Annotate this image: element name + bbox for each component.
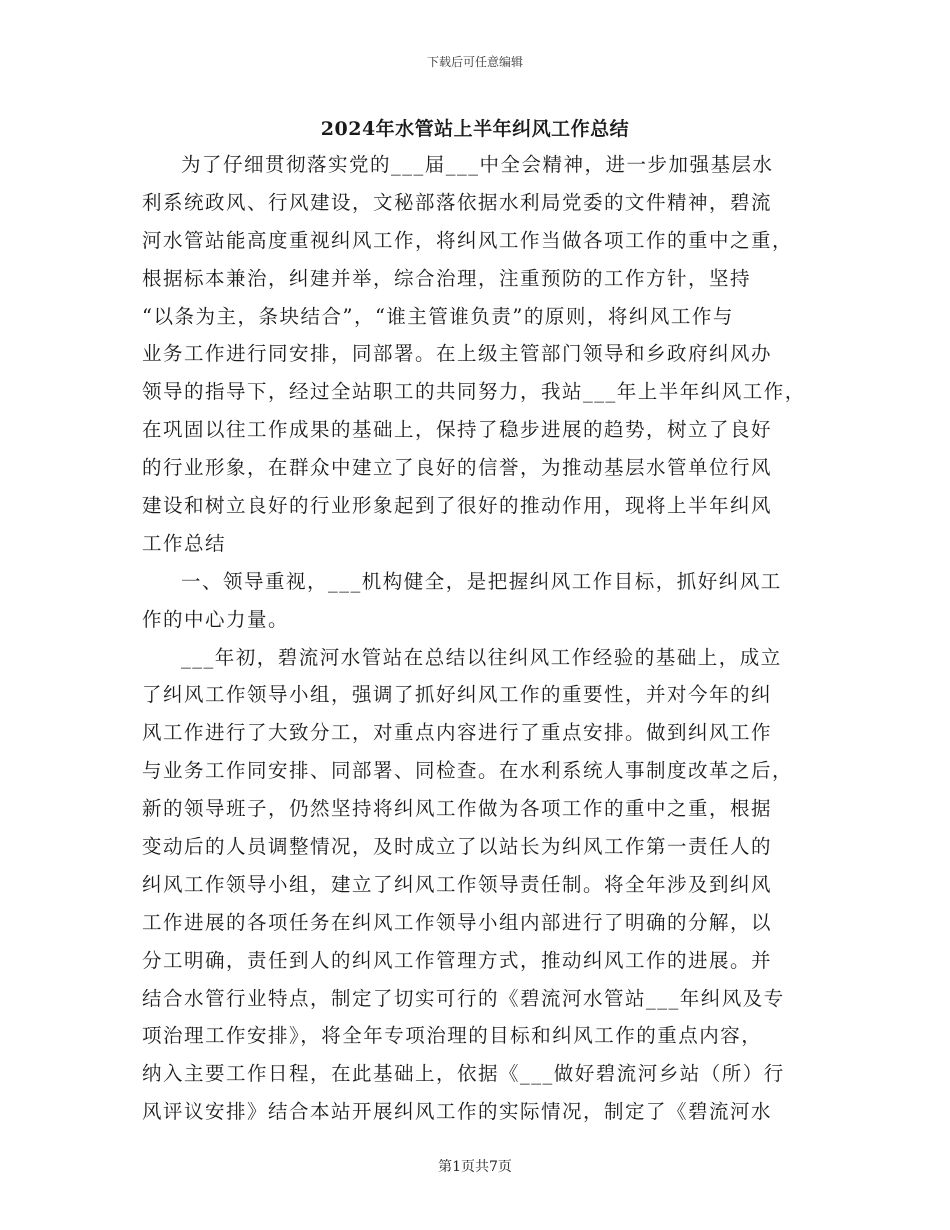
- paragraph-line: 领导的指导下，经过全站职工的共同努力，我站___年上半年纠风工作，: [142, 380, 806, 404]
- paragraph-line: 在巩固以往工作成果的基础上，保持了稳步进展的趋势，树立了良好: [142, 418, 773, 442]
- paragraph-line: 为了仔细贯彻落实党的___届___中全会精神，进一步加强基层水: [181, 153, 774, 176]
- paragraph-line: 纳入主要工作日程，在此基础上，依据《___做好碧流河乡站（所）行: [142, 1062, 785, 1086]
- paragraph-line: 与业务工作同安排、同部署、同检查。在水利系统人事制度改革之后，: [142, 759, 794, 783]
- document-body: [142, 146, 842, 1131]
- paragraph-line: 分工明确，责任到人的纠风工作管理方式，推动纠风工作的进展。并: [142, 948, 773, 972]
- section-heading-line: 一、领导重视，___机构健全，是把握纠风工作目标，抓好纠风工: [181, 569, 782, 593]
- paragraph-line: ___年初，碧流河水管站在总结以往纠风工作经验的基础上，成立: [181, 645, 782, 669]
- section-heading-line: 作的中心力量。: [142, 607, 290, 631]
- paragraph-line: 项治理工作安排》，将全年专项治理的目标和纠风工作的重点内容，: [142, 1024, 763, 1048]
- paragraph-line: 建设和树立良好的行业形象起到了很好的推动作用，现将上半年纠风: [142, 494, 773, 518]
- paragraph-line: 业务工作进行同安排，同部署。在上级主管部门领导和乡政府纠风办: [142, 342, 773, 366]
- paragraph-line: 根据标本兼治，纠建并举，综合治理，注重预防的工作方针，坚持: [142, 266, 752, 290]
- paragraph-line: 利系统政风、行风建设，文秘部落依据水利局党委的文件精神，碧流: [142, 190, 773, 214]
- document-title: 2024年水管站上半年纠风工作总结: [320, 118, 630, 140]
- page-number: 第1页共7页: [438, 1159, 512, 1175]
- paragraph-line: 变动后的人员调整情况，及时成立了以站长为纠风工作第一责任人的: [142, 835, 773, 859]
- paragraph-line: 河水管站能高度重视纠风工作，将纠风工作当做各项工作的重中之重，: [142, 228, 794, 252]
- paragraph-line: 风评议安排》结合本站开展纠风工作的实际情况，制定了《碧流河水: [142, 1100, 773, 1124]
- paragraph-line: 的行业形象，在群众中建立了良好的信誉，为推动基层水管单位行风: [142, 456, 773, 480]
- header-note: 下载后可任意编辑: [426, 55, 523, 69]
- paragraph-line: 结合水管行业特点，制定了切实可行的《碧流河水管站___年纠风及专: [142, 986, 785, 1010]
- paragraph-line: “以条为主，条块结合”，“谁主管谁负责”的原则，将纠风工作与: [142, 304, 734, 328]
- paragraph-line: 新的领导班子，仍然坚持将纠风工作做为各项工作的重中之重，根据: [142, 797, 773, 821]
- paragraph-line: 了纠风工作领导小组，强调了抓好纠风工作的重要性，并对今年的纠: [142, 683, 773, 707]
- paragraph-line: 工作进展的各项任务在纠风工作领导小组内部进行了明确的分解，以: [142, 910, 773, 934]
- paragraph-line: 纠风工作领导小组，建立了纠风工作领导责任制。将全年涉及到纠风: [142, 872, 773, 896]
- paragraph-line: 风工作进行了大致分工，对重点内容进行了重点安排。做到纠风工作: [142, 721, 773, 745]
- paragraph-line: 工作总结: [142, 531, 227, 555]
